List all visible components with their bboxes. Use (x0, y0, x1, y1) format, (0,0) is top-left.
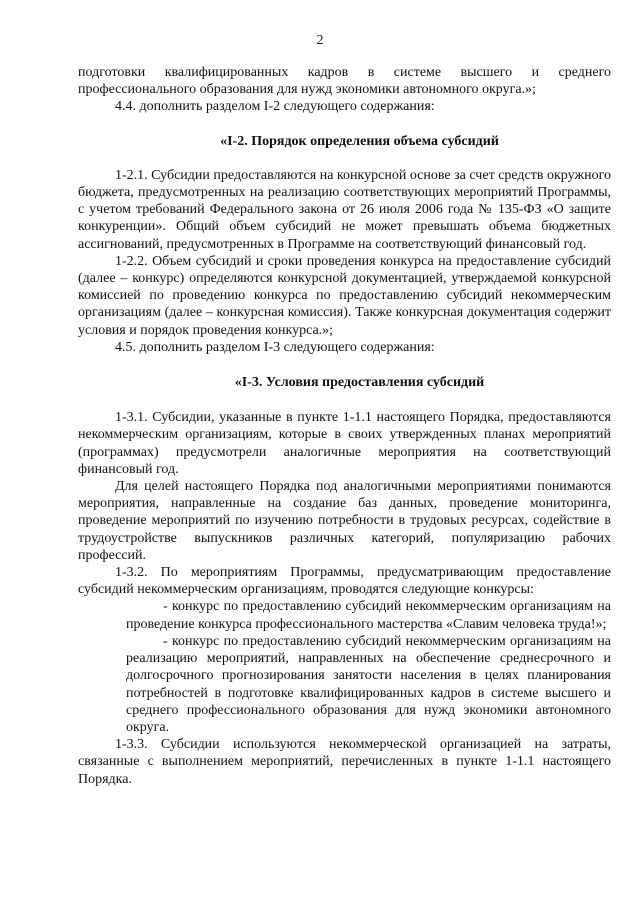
paragraph: 4.4. дополнить разделом I-2 следующего содержания: (115, 99, 435, 115)
page-number: 2 (316, 33, 324, 48)
continued-paragraph: подготовки квалифицированных кадров в системе высшего и среднего профессионального образования для нужд экономики автономного округа.»; (78, 65, 611, 98)
paragraph: 1-3.3. Субсидии используются некоммерческой организацией на затраты, связанные с выполнением мероприятий, перечисленных в пункте 1-1.1 настоящего Порядка. (78, 737, 611, 787)
paragraph: Для целей настоящего Порядка под аналогичными мероприятиями понимаются мероприятия, направленные на создание баз данных, проведение мониторинга, проведение мероприятий по изучению потребности в трудовых ресурсах, содействие в трудоустройстве выпускников различных категорий, популяризацию рабочих профессий. (78, 479, 611, 563)
paragraph: 1-2.2. Объем субсидий и сроки проведения конкурса на предоставление субсидий (далее – конкурс) определяются конкурсной документацией, утверждаемой конкурсной комиссией по проведению конкурса по предоставлению субсидий некоммерческим организациям (далее – конкурсная комиссия). Также конкурсная документация содержит условия и порядок проведения конкурса.»; (78, 253, 611, 338)
paragraph: 1-2.1. Субсидии предоставляются на конкурсной основе за счет средств окружного бюджета, предусмотренных на реализацию соответствующих мероприятий Программы, с учетом требований Федерального закона от 26 июля 2006 года № 135-ФЗ «О защите конкуренции». Общий объем субсидий не может превышать объема бюджетных ассигнований, предусмотренных в Программе на соответствующий финансовый год. (78, 167, 611, 252)
paragraph: 4.5. дополнить разделом I-3 следующего содержания: (115, 339, 435, 355)
section-heading: «I-3. Условия предоставления субсидий (234, 375, 485, 391)
paragraph: 1-3.1. Субсидии, указанные в пункте 1-1.1 настоящего Порядка, предоставляются некоммерческим организациям, которые в своих утвержденных планах мероприятий (программах) предусмотрели аналогичные мероприятия на соответствующий финансовый год. (78, 410, 611, 477)
paragraph: 1-3.2. По мероприятиям Программы, предусматривающим предоставление субсидий некоммерческим организациям, проводятся следующие конкурсы: (78, 565, 611, 598)
list-item: - конкурс по предоставлению субсидий некоммерческим организациям на проведение конкурса профессионального мастерства «Славим человека труда!»; (126, 599, 611, 632)
list-item: - конкурс по предоставлению субсидий некоммерческим организациям на реализацию мероприятий, направленных на обеспечение среднесрочного и долгосрочного прогнозирования занятости населения в целях планирования потребностей в подготовке квалифицированных кадров в системе высшего и среднего профессионального образования для нужд экономики автономного округа. (126, 633, 611, 735)
section-heading: «I-2. Порядок определения объема субсидий (220, 133, 499, 149)
document-body (78, 64, 611, 788)
